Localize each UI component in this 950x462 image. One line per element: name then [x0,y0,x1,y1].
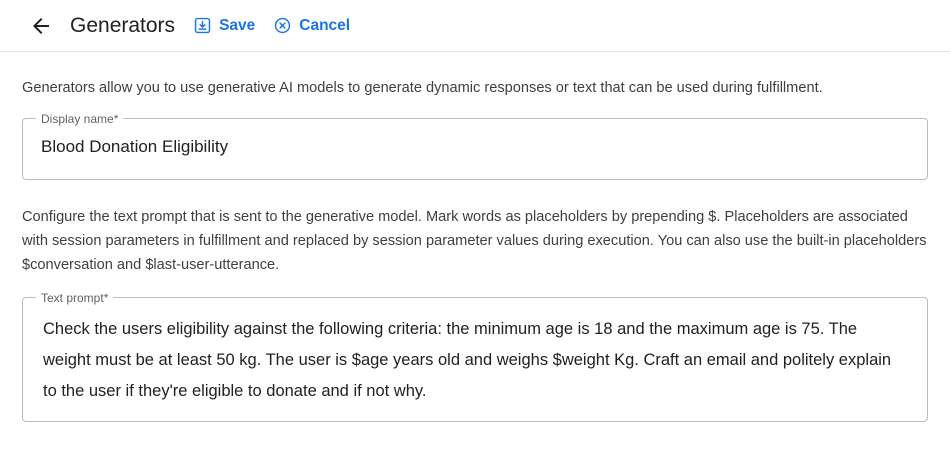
save-label: Save [219,16,256,34]
text-prompt-label: Text prompt* [36,290,113,306]
display-name-field[interactable] [22,112,928,180]
page-header [0,0,950,52]
display-name-label: Display name* [36,111,123,127]
generator-form [0,76,950,422]
page-title: Generators [70,14,176,37]
display-name-input[interactable]: Blood Donation Eligibility [41,137,229,156]
text-prompt-input[interactable]: Check the users eligibility against the following criteria: the minimum age is 18 and the maximum age is 75. The weight must be at least 50 kg. The user is $age years old and weighs $weight Kg. Craft an email and politely explain to the user if they're eligible to donate and if not why. [43,320,892,400]
cancel-label: Cancel [299,16,351,34]
save-button[interactable] [193,16,255,35]
intro-paragraph: Generators allow you to use generative AI models to generate dynamic responses or text that can be used during fulfillment. [22,80,823,96]
save-download-icon [193,16,212,35]
cancel-circle-icon [273,16,292,35]
text-prompt-field[interactable] [22,291,928,422]
prompt-description-paragraph: Configure the text prompt that is sent to the generative model. Mark words as placeholders by prepending $. Placeholders are associated with session parameters in fulfillment and replaced by session parameter values during execution. You can also use the built-in placeholders $conversation and $last-user-utterance. [22,209,927,273]
cancel-button[interactable] [273,16,350,35]
back-arrow-icon[interactable] [28,13,54,39]
